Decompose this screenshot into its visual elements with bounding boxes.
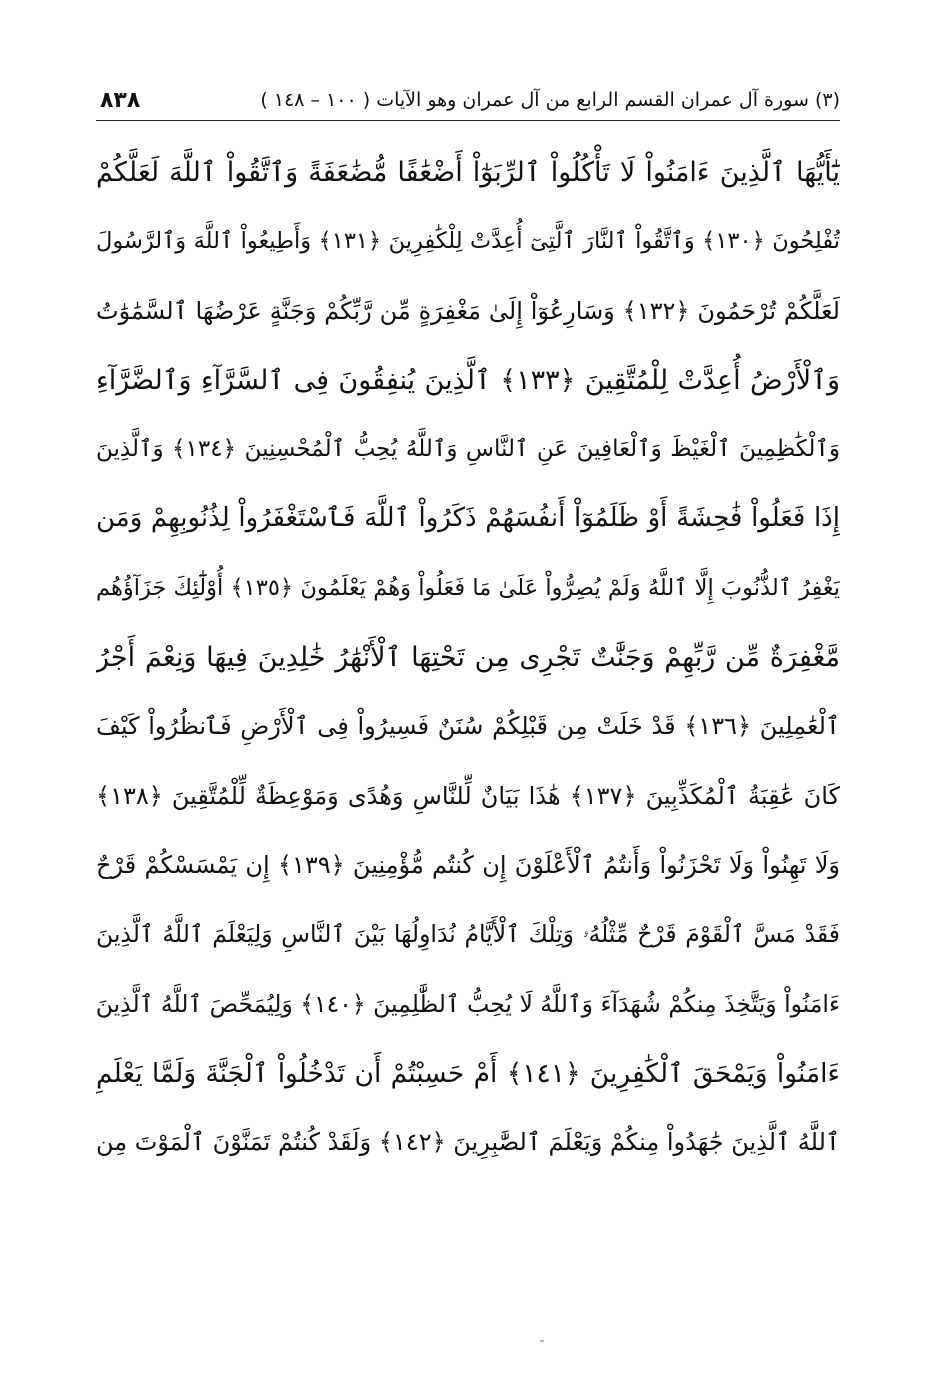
footer-mark xyxy=(540,1340,544,1342)
text-line: مَّغْفِرَةٌ مِّن رَّبِّهِمْ وَجَنَّٰتٌ تَجْرِى مِن تَحْتِهَا ٱلْأَنْهَٰرُ خَٰلِدِينَ فِيهَا وَنِعْمَ أَجْرُ xyxy=(96,642,840,674)
text-line: وَلَا تَهِنُواْ وَلَا تَحْزَنُواْ وَأَنتُمُ ٱلْأَعْلَوْنَ إِن كُنتُم مُّؤْمِنِينَ ﴿١٣٩﴾ إِن يَمْسَسْكُمْ قَرْحٌ xyxy=(96,850,840,879)
running-title: (٣) سورة آل عمران القسم الرابع من آل عمران وهو الآيات ( ١٠٠ – ١٤٨ ) xyxy=(260,89,840,111)
text-line: يَٰٓأَيُّهَا ٱلَّذِينَ ءَامَنُواْ لَا تَأْكُلُواْ ٱلرِّبَوٰٓاْ أَضْعَٰفًا مُّضَٰعَفَةً وَٱتَّقُواْ ٱللَّهَ لَعَلَّكُمْ xyxy=(96,157,840,188)
page-header xyxy=(100,80,840,120)
text-line: فَقَدْ مَسَّ ٱلْقَوْمَ قَرْحٌ مِّثْلُهُۥ وَتِلْكَ ٱلْأَيَّامُ نُدَاوِلُهَا بَيْنَ ٱلنَّاسِ وَلِيَعْلَمَ ٱللَّهُ ٱلَّذِينَ xyxy=(96,920,840,949)
header-rule xyxy=(96,120,840,121)
text-line: ءَامَنُواْ وَيَمْحَقَ ٱلْكَٰفِرِينَ ﴿١٤١﴾ أَمْ حَسِبْتُمْ أَن تَدْخُلُواْ ٱلْجَنَّةَ وَلَمَّا يَعْلَمِ xyxy=(96,1057,840,1089)
text-line: لَعَلَّكُمْ تُرْحَمُونَ ﴿١٣٢﴾ وَسَارِعُوٓاْ إِلَىٰ مَغْفِرَةٍ مِّن رَّبِّكُمْ وَجَنَّةٍ عَرْضُهَا ٱلسَّمَٰوَٰتُ xyxy=(96,296,840,325)
text-line: كَانَ عَٰقِبَةُ ٱلْمُكَذِّبِينَ ﴿١٣٧﴾ هَٰذَا بَيَانٌ لِّلنَّاسِ وَهُدًى وَمَوْعِظَةٌ لِّلْمُتَّقِينَ ﴿١٣٨﴾ xyxy=(96,781,840,810)
quran-text-block xyxy=(96,138,840,1177)
text-line: وَٱلْأَرْضُ أُعِدَّتْ لِلْمُتَّقِينَ ﴿١٣٣﴾ ٱلَّذِينَ يُنفِقُونَ فِى ٱلسَّرَّآءِ وَٱلضَّرَّآءِ xyxy=(96,364,840,396)
text-line: ٱللَّهُ ٱلَّذِينَ جَٰهَدُواْ مِنكُمْ وَيَعْلَمَ ٱلصَّٰبِرِينَ ﴿١٤٢﴾ وَلَقَدْ كُنتُمْ تَمَنَّوْنَ ٱلْمَوْتَ مِن xyxy=(96,1128,840,1157)
text-line: ءَامَنُواْ وَيَتَّخِذَ مِنكُمْ شُهَدَآءَ وَٱللَّهُ لَا يُحِبُّ ٱلظَّٰلِمِينَ ﴿١٤٠﴾ وَلِيُمَحِّصَ ٱللَّهُ ٱلَّذِينَ xyxy=(96,989,840,1018)
text-line: يَغْفِرُ ٱلذُّنُوبَ إِلَّا ٱللَّهُ وَلَمْ يُصِرُّواْ عَلَىٰ مَا فَعَلُواْ وَهُمْ يَعْلَمُونَ ﴿١٣٥﴾ أُوْلَٰٓئِكَ جَزَآؤُهُم xyxy=(96,574,840,601)
text-line: وَٱلْكَٰظِمِينَ ٱلْغَيْظَ وَٱلْعَافِينَ عَنِ ٱلنَّاسِ وَٱللَّهُ يُحِبُّ ٱلْمُحْسِنِينَ ﴿١٣٤﴾ وَٱلَّذِينَ xyxy=(96,436,840,463)
text-line: تُفْلِحُونَ ﴿١٣٠﴾ وَٱتَّقُواْ ٱلنَّارَ ٱلَّتِىٓ أُعِدَّتْ لِلْكَٰفِرِينَ ﴿١٣١﴾ وَأَطِيعُواْ ٱللَّهَ وَٱلرَّسُولَ xyxy=(96,228,840,255)
text-line: ٱلْعَٰمِلِينَ ﴿١٣٦﴾ قَدْ خَلَتْ مِن قَبْلِكُمْ سُنَنٌ فَسِيرُواْ فِى ٱلْأَرْضِ فَٱنظُرُواْ كَيْفَ xyxy=(96,712,840,741)
page-number: ٨٣٨ xyxy=(100,87,141,113)
text-line: إِذَا فَعَلُواْ فَٰحِشَةً أَوْ ظَلَمُوٓاْ أَنفُسَهُمْ ذَكَرُواْ ٱللَّهَ فَٱسْتَغْفَرُواْ لِذُنُوبِهِمْ وَمَن xyxy=(96,503,840,534)
